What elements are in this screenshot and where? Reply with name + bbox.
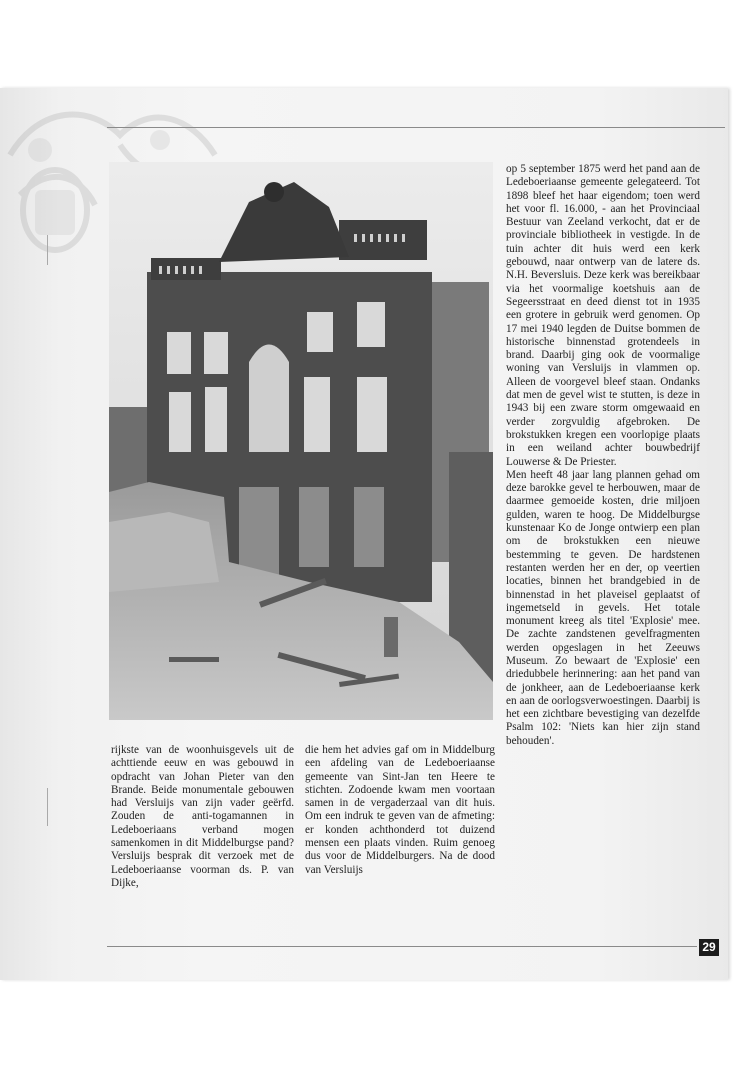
ruined-facade-photo xyxy=(109,162,493,720)
top-rule xyxy=(107,127,725,128)
article-column-middle xyxy=(305,744,495,877)
paragraph: die hem het advies gaf om in Middelburg een afdeling van de Ledeboeriaanse gemeente van Sint-Jan ten Heere te stichten. Zodoende kwam men voortaan samen in de vergaderzaal van dit huis. Om een indruk te geven van de afmeting: er konden achthonderd tot duizend mensen een plaats vinden. Ruim genoeg dus voor de Middelburgers. Na de dood van Versluijs xyxy=(305,744,495,876)
paragraph: op 5 september 1875 werd het pand aan de Ledeboeriaanse gemeente gelegateerd. Tot 1898 bleef het haar eigendom; toen werd het voor fl. 16.000, - aan het Provinciaal Bestuur van Zeeland verkocht, dat er de provinciale bibliotheek in vestigde. In de tuin achter dit huis werd een kerk gebouwd, naar ontwerp van de latere ds. N.H. Beversluis. Deze kerk was bereikbaar via het voormalige koetshuis aan de Segeersstraat en deed dienst tot in 1935 een grotere in gebruik werd genomen. Op 17 mei 1940 legden de Duitse bommen de historische binnenstad grotendeels in brand. Daarbij ging ook de voormalige woning van Versluijs in vlammen op. Alleen de voorgevel bleef staan. Ondanks dat men de gevel wist te stutten, is deze in 1943 bij een zware storm omgewaaid en verder zorgvuldig afgebroken. De brokstukken kregen een voorlopige plaats in een weiland achter bouwbedrijf Louwerse & De Priester. xyxy=(506,163,700,468)
page-number: 29 xyxy=(699,939,719,956)
paragraph: rijkste van de woonhuisgevels uit de achttiende eeuw en was gebouwd in opdracht van Johan Pieter van den Brande. Beide monumentale gebouwen had Versluijs van zijn vader geërfd. Zouden de anti-togamannen in Ledeboeriaans verband mogen samenkomen in dit Middelburgse pand? Versluijs besprak dit verzoek met de Ledeboeriaanse voorman ds. P. van Dijke, xyxy=(111,744,294,889)
bottom-rule xyxy=(107,946,697,947)
article-column-right xyxy=(506,163,700,748)
article-column-left xyxy=(111,744,294,890)
margin-mark xyxy=(47,235,48,265)
paragraph: Men heeft 48 jaar lang plannen gehad om deze barokke gevel te herbouwen, maar de daarmee gemoeide kosten, drie miljoen gulden, waren te hoog. De Middelburgse kunstenaar Ko de Jonge ontwierp een plan om de brokstukken een nieuwe bestemming te geven. De hardstenen restanten werden her en der, op veertien locaties, binnen het brandgebied in de binnenstad in het plaveisel geplaatst of ingemetseld in gevels. Het totale monument kreeg als titel 'Explosie' mee. De zachte zandstenen gevelfragmenten werden opgeslagen in het Zeeuws Museum. Zo bewaart de 'Explosie' een driedubbele herinnering: aan het pand van de jonkheer, aan de Ledeboeriaanse kerk en aan de oorlogsverwoestingen. Daarbij is het een zichtbare bevestiging van dezelfde Psalm 102: 'Niets kan hier zijn stand behouden'. xyxy=(506,468,700,747)
margin-mark xyxy=(47,788,48,826)
